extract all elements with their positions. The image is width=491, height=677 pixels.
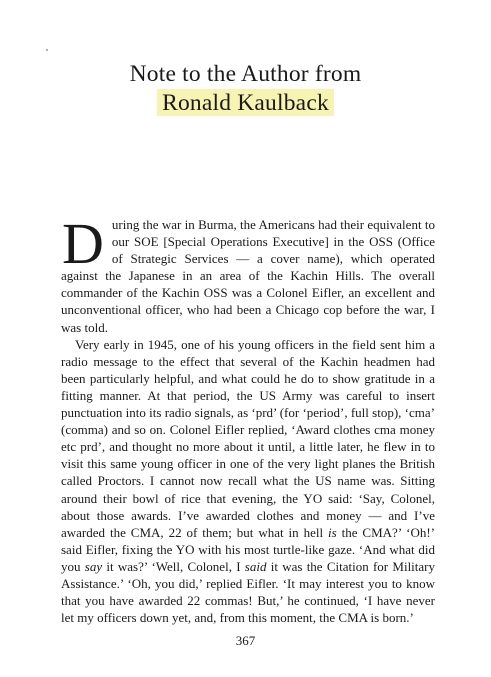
- highlighted-author-name: Ronald Kaulback: [157, 89, 334, 116]
- emphasis-say: say: [84, 558, 103, 574]
- chapter-title-line-1: Note to the Author from: [129, 61, 362, 87]
- paragraph-1: [61, 211, 435, 336]
- paragraph-2-text-a: Very early in 1945, one of his young officers in the field sent him a radio message to the effect that several of the Kachin headmen had been particularly helpful, and what could he do to show gratitude in a fitting manner. At that period, the US Army was careful to insert punctuation into its radio signals, as ‘prd’ (for ‘period’, full stop), ‘cma’ (comma) and so on. Colonel Eifler replied, ‘Award clothes cma money etc prd’, and thought no more about it until, a little later, he flew in to visit this same young officer in one of the very light planes the British called Proctors. I cannot now recall what the US name was. Sitting around their bowl of rice that evening, the YO said: ‘Say, Colonel, about those awards. I’ve awarded clothes and money — and I’ve awarded the CMA, 22 of them; but what in hell: [61, 336, 435, 540]
- page-number: 367: [235, 633, 256, 648]
- emphasis-said: said: [244, 558, 267, 574]
- chapter-title-line-2: [0, 89, 491, 117]
- paragraph-2-text-b: the CMA?’ ‘Oh!’ said Eifler, fixing the YO with his most turtle-like gaze. ‘And what did you: [61, 524, 435, 574]
- paragraph-2-text-c: it was?’ ‘Well, Colonel, I: [102, 558, 245, 574]
- chapter-body: [61, 211, 436, 626]
- paragraph-2: [61, 336, 435, 627]
- paragraph-2-text-d: it was the Citation for Military Assistance.’ ‘Oh, you did,’ replied Eifler. ‘It may interest you to know that you have awarded 22 commas! But,’ he continued, ‘I have never let my officers down yet, and, from this moment, the CMA is born.’: [61, 558, 436, 626]
- emphasis-is: is: [328, 524, 337, 540]
- scan-speck: [46, 49, 48, 51]
- paragraph-1-text: uring the war in Burma, the Americans had their equivalent to our SOE [Special Operations Executive] in the OSS (Office of Strategic Services — a cover name), which operated against the Japanese in an area of the Kachin Hills. The overall commander of the Kachin OSS was a Colonel Eifler, an excellent and unconventional officer, who had been a Chicago cop before the war, I was told.: [61, 217, 435, 335]
- drop-cap: D: [62, 211, 104, 276]
